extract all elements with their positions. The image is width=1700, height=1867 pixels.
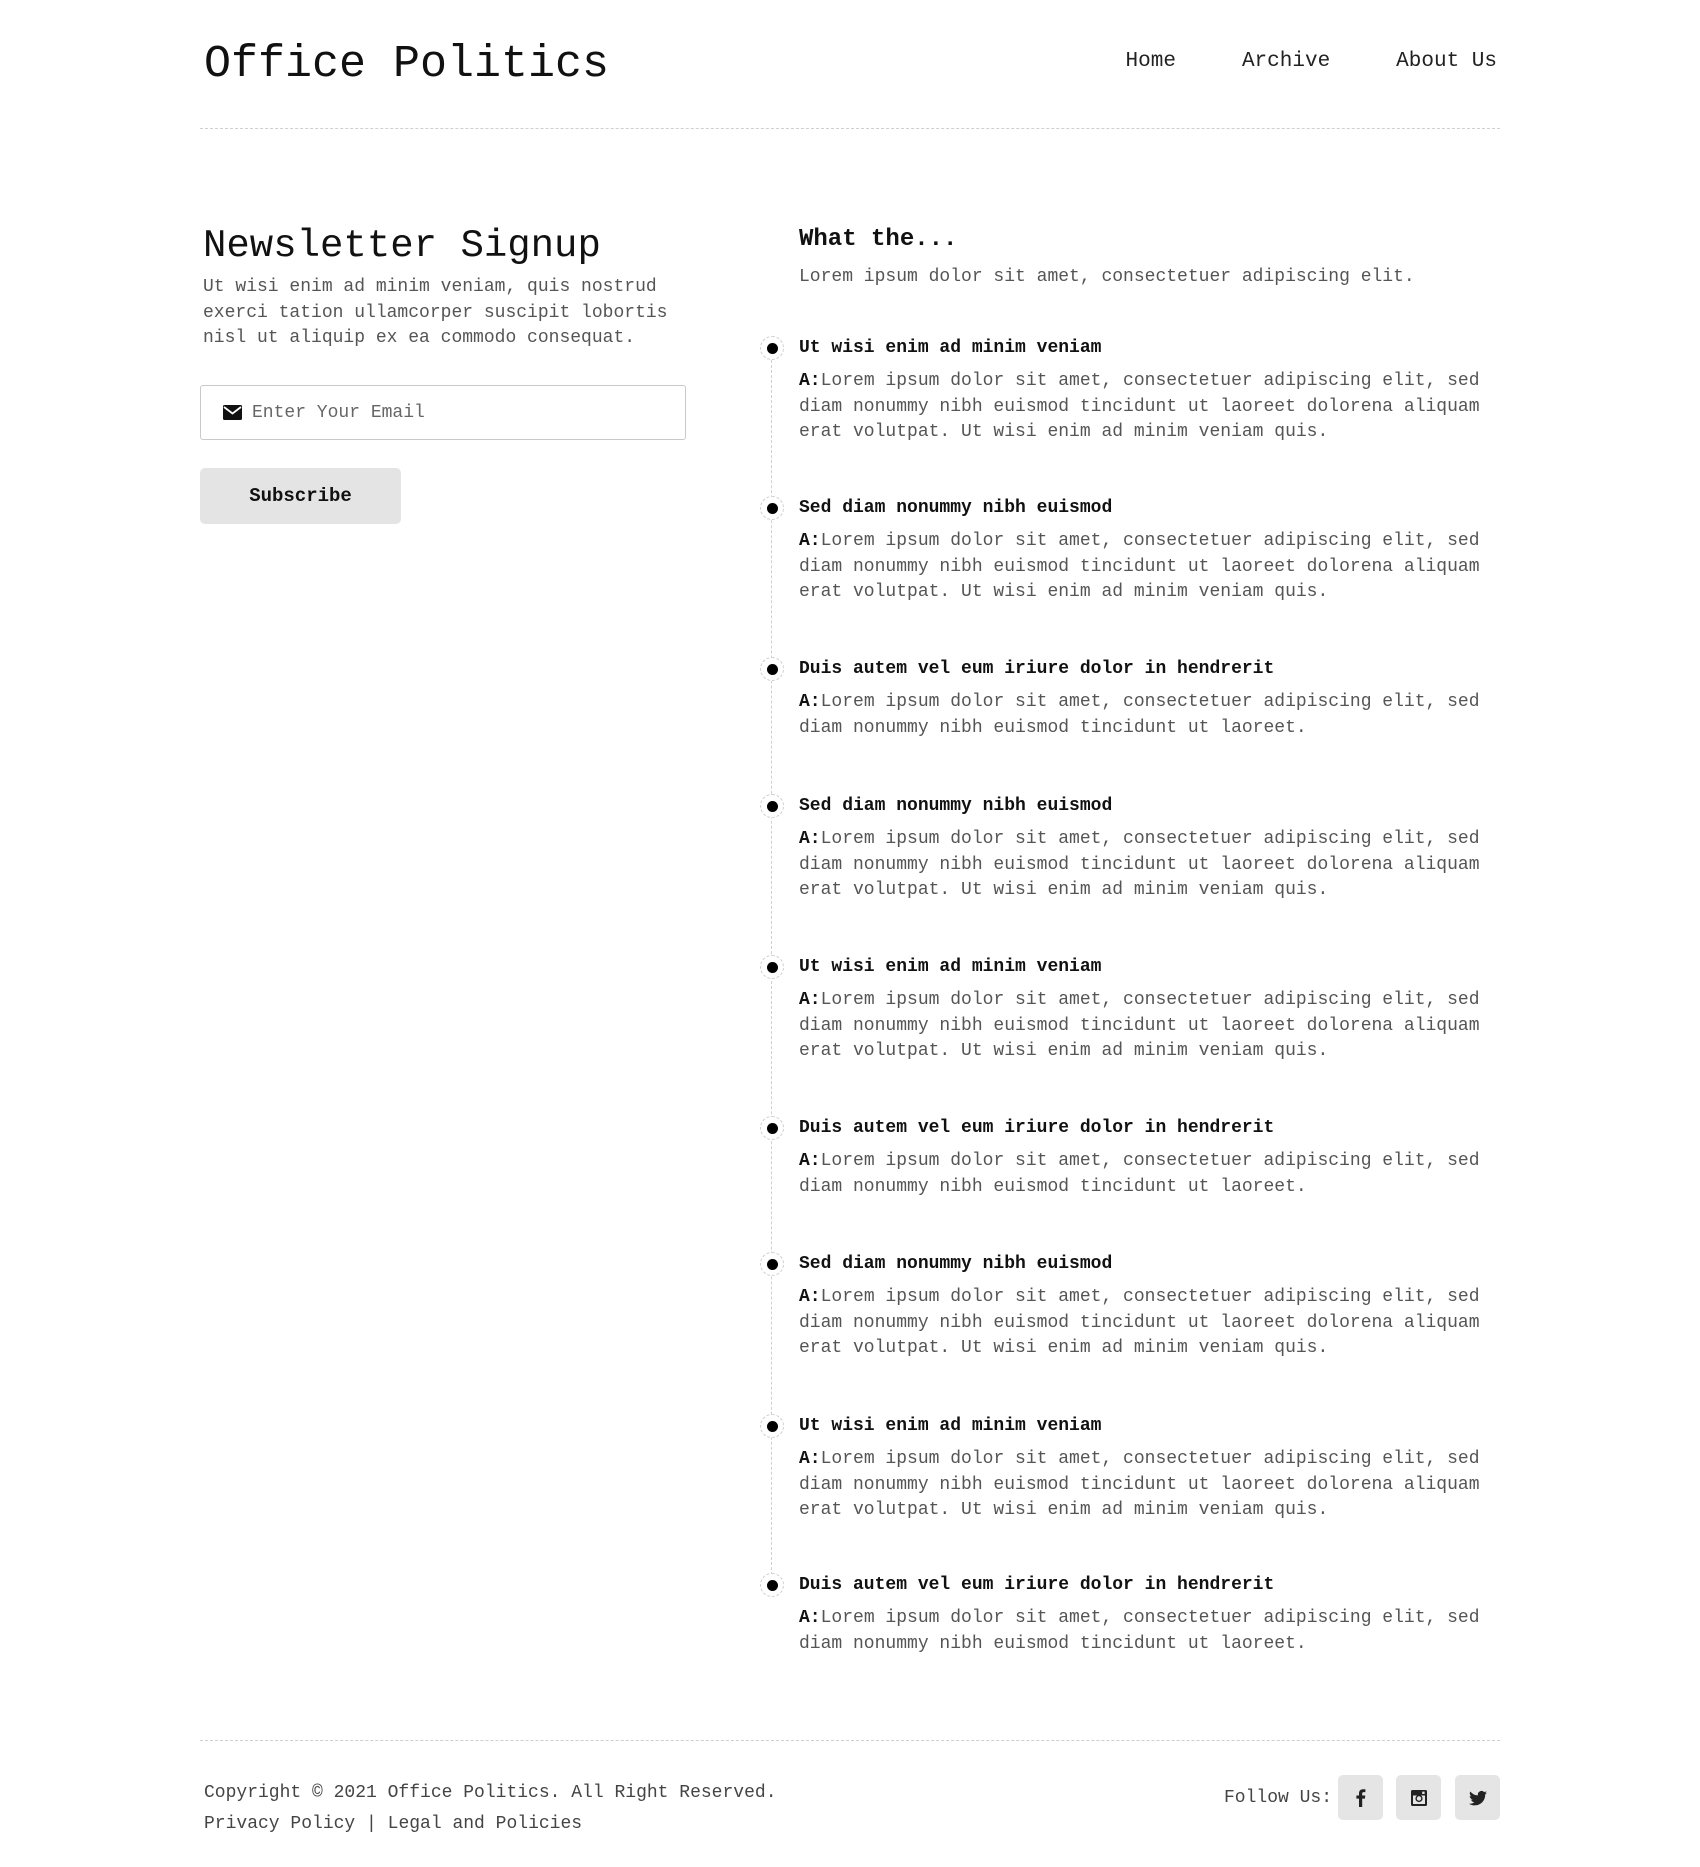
answer-text: Lorem ipsum dolor sit amet, consectetuer adipiscing elit, sed diam nonummy nibh euismod tincidunt ut laoreet dolorena aliquam erat volutpat. Ut wisi enim ad minim veniam quis. [799,990,1480,1061]
newsletter-description: Ut wisi enim ad minim veniam, quis nostrud exerci tation ullamcorper suscipit lobortis nisl ut aliquip ex ea commodo consequat. [203,277,668,348]
faq-answer [799,1149,1519,1200]
nav-about-us[interactable]: About Us [1396,50,1497,73]
faq-answer [799,690,1519,741]
answer-text: Lorem ipsum dolor sit amet, consectetuer adipiscing elit, sed diam nonummy nibh euismod tincidunt ut laoreet. [799,1608,1480,1654]
faq-question: Duis autem vel eum iriure dolor in hendrerit [799,659,1275,679]
timeline-bullet-icon [760,1252,784,1276]
answer-text: Lorem ipsum dolor sit amet, consectetuer adipiscing elit, sed diam nonummy nibh euismod tincidunt ut laoreet dolorena aliquam erat volutpat. Ut wisi enim ad minim veniam quis. [799,1287,1480,1358]
answer-text: Lorem ipsum dolor sit amet, consectetuer adipiscing elit, sed diam nonummy nibh euismod tincidunt ut laoreet dolorena aliquam erat volutpat. Ut wisi enim ad minim veniam quis. [799,829,1480,900]
answer-label: A: [799,531,821,551]
timeline-bullet-icon [760,955,784,979]
faq-answer [799,988,1519,1065]
faq-question: Sed diam nonummy nibh euismod [799,498,1113,518]
twitter-icon [1468,1788,1488,1808]
answer-text: Lorem ipsum dolor sit amet, consectetuer adipiscing elit, sed diam nonummy nibh euismod tincidunt ut laoreet. [799,1151,1480,1197]
answer-text: Lorem ipsum dolor sit amet, consectetuer adipiscing elit, sed diam nonummy nibh euismod tincidunt ut laoreet dolorena aliquam erat volutpat. Ut wisi enim ad minim veniam quis. [799,531,1480,602]
timeline-bullet-icon [760,1414,784,1438]
faq-question: Ut wisi enim ad minim veniam [799,957,1102,977]
faq-answer [799,529,1519,606]
faq-answer [799,1285,1519,1362]
faq-answer [799,369,1519,446]
faq-question: Duis autem vel eum iriure dolor in hendrerit [799,1118,1275,1138]
legal-policies-link[interactable]: Legal and Policies [387,1814,583,1834]
answer-label: A: [799,829,821,849]
answer-text: Lorem ipsum dolor sit amet, consectetuer adipiscing elit, sed diam nonummy nibh euismod tincidunt ut laoreet dolorena aliquam erat volutpat. Ut wisi enim ad minim veniam quis. [799,1449,1480,1520]
legal-links [204,1812,582,1836]
privacy-policy-link[interactable]: Privacy Policy [204,1814,356,1834]
nav-archive[interactable]: Archive [1241,50,1331,73]
faq-answer [799,1606,1519,1657]
facebook-icon [1351,1788,1371,1808]
answer-text: Lorem ipsum dolor sit amet, consectetuer adipiscing elit, sed diam nonummy nibh euismod tincidunt ut laoreet dolorena aliquam erat volutpat. Ut wisi enim ad minim veniam quis. [799,371,1480,442]
follow-us-label: Follow Us: [1224,1788,1333,1808]
timeline-bullet-icon [760,1116,784,1140]
faq-question: Ut wisi enim ad minim veniam [799,1416,1102,1436]
newsletter-title: Newsletter Signup [203,224,601,268]
instagram-icon [1409,1788,1429,1808]
main-nav [1060,48,1497,76]
link-separator: | [355,1814,388,1834]
footer-divider [200,1740,1500,1741]
nav-home[interactable]: Home [1125,50,1176,73]
timeline-bullet-icon [760,794,784,818]
subscribe-button[interactable]: Subscribe [200,468,401,524]
faq-question: Sed diam nonummy nibh euismod [799,1254,1113,1274]
email-input[interactable] [252,403,672,423]
answer-label: A: [799,692,821,712]
faq-question: Ut wisi enim ad minim veniam [799,338,1102,358]
envelope-icon [223,405,242,420]
faq-title: What the... [799,226,958,253]
site-header [200,0,1500,129]
site-title[interactable]: Office Politics [204,39,610,90]
faq-lead: Lorem ipsum dolor sit amet, consectetuer adipiscing elit. [799,267,1415,287]
email-field[interactable] [200,385,686,440]
faq-answer [799,1447,1519,1524]
answer-text: Lorem ipsum dolor sit amet, consectetuer adipiscing elit, sed diam nonummy nibh euismod tincidunt ut laoreet. [799,692,1480,738]
answer-label: A: [799,990,821,1010]
answer-label: A: [799,1608,821,1628]
timeline-bullet-icon [760,657,784,681]
facebook-button[interactable] [1338,1775,1383,1820]
faq-question: Sed diam nonummy nibh euismod [799,796,1113,816]
twitter-button[interactable] [1455,1775,1500,1820]
faq-answer [799,827,1519,904]
copyright-text: Copyright © 2021 Office Politics. All Right Reserved. [204,1783,777,1803]
answer-label: A: [799,1151,821,1171]
timeline-bullet-icon [760,1573,784,1597]
timeline-bullet-icon [760,496,784,520]
answer-label: A: [799,1449,821,1469]
answer-label: A: [799,1287,821,1307]
faq-question: Duis autem vel eum iriure dolor in hendrerit [799,1575,1275,1595]
instagram-button[interactable] [1396,1775,1441,1820]
answer-label: A: [799,371,821,391]
timeline-bullet-icon [760,336,784,360]
